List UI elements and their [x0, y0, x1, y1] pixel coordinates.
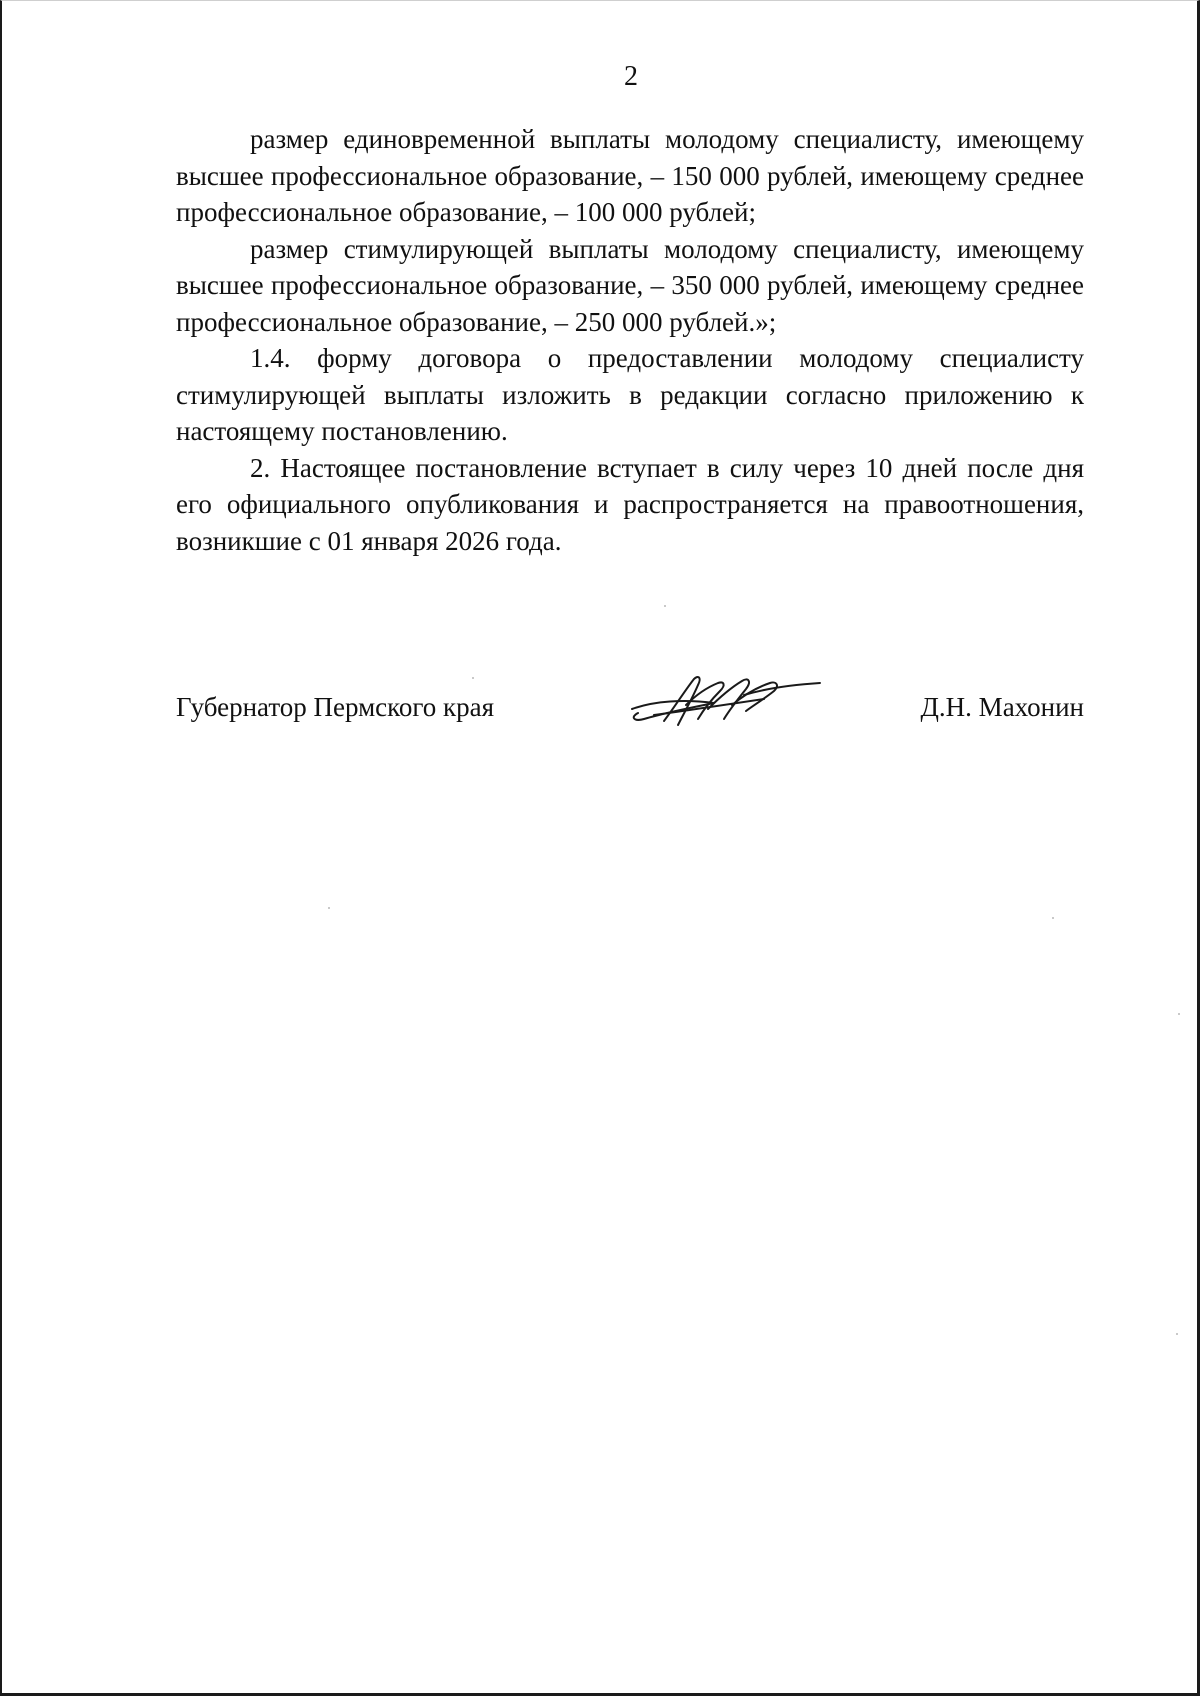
paragraph-lump-sum-payment: размер единовременной выплаты молодому специалисту, имеющему высшее профессиональное образование, – 150 000 рублей, имеющему среднее профессиональное образование, – 100 000 рублей; [176, 124, 1084, 227]
signer-position: Губернатор Пермского края [176, 692, 495, 722]
handwritten-signature [624, 665, 824, 735]
paragraph-incentive-payment: размер стимулирующей выплаты молодому специалисту, имеющему высшее профессиональное образование, – 350 000 рублей, имеющему среднее профессиональное образование, – 250 000 рублей.»; [176, 233, 1084, 337]
document-body [176, 121, 1084, 559]
paragraph-contract-form: 1.4. форму договора о предоставлении молодому специалисту стимулирующей выплаты изложить в редакции согласно приложению к настоящему постановлению. [176, 343, 1084, 446]
scan-speck [472, 677, 474, 679]
signer-name: Д.Н. Махонин [920, 692, 1084, 722]
scan-speck [1178, 1013, 1180, 1015]
signature-block [176, 689, 1084, 739]
scan-speck [1176, 1333, 1178, 1335]
page-number: 2 [624, 61, 638, 92]
paragraph-entry-into-force: 2. Настоящее постановление вступает в силу через 10 дней после дня его официального опубликования и распространяется на правоотношения, возникшие с 01 января 2026 года. [176, 452, 1084, 556]
scan-speck [664, 605, 666, 607]
scan-speck [328, 907, 330, 909]
scan-speck [1052, 917, 1054, 919]
